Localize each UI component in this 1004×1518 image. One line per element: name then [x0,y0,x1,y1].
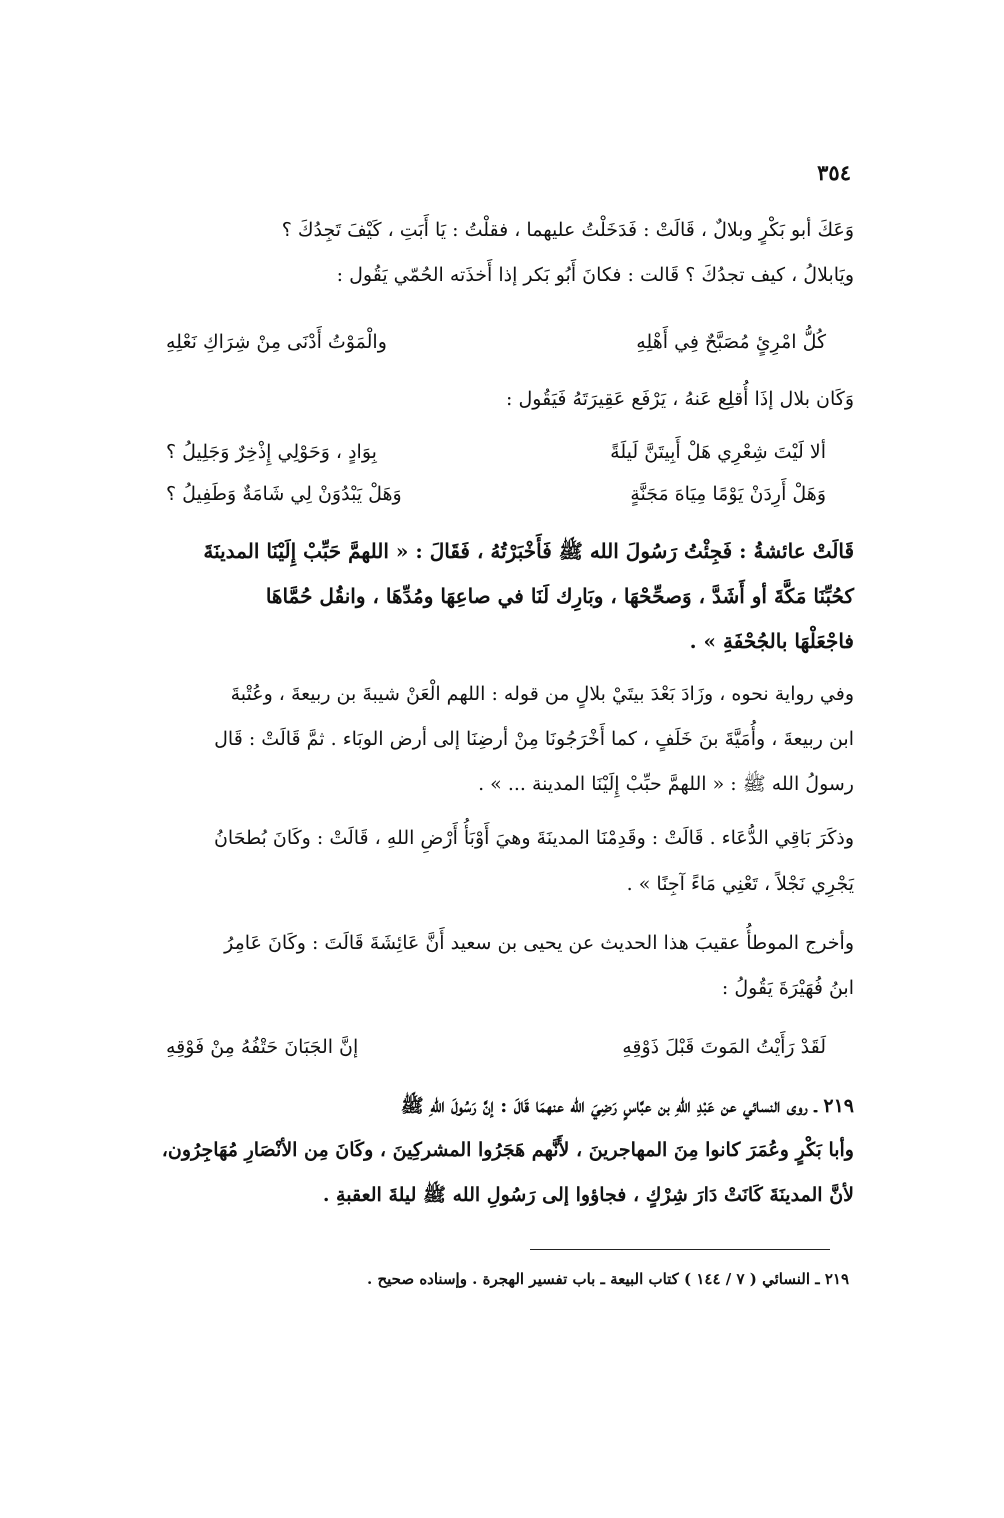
page-number: ٣٥٤ [817,160,851,185]
text-line: كحُبِّنَا مَكَّةَ أو أَشَدَّ ، وَصحِّحْهَا ، وبَارِك لَنَا في صاعِهَا ومُدِّهَا ، وانقُل حُمَّاهَا [265,584,854,608]
text-line: يَجْرِي نَجْلاً ، تَعْنِي مَاءً آجِنًا » . [626,873,854,895]
footnote-divider [530,1249,830,1250]
footnote: ٢١٩ ـ النسائي ( ٧ / ١٤٤ ) كتاب البيعة ـ باب تفسير الهجرة . وإسناده صحيح . [367,1270,849,1288]
verse-hemistich: لَقَدْ رَأَيْتُ المَوتَ قَبْلَ ذَوْقِهِ [622,1036,826,1058]
verse-hemistich: إنَّ الجَبَانَ حَتْفُهُ مِنْ فَوْقِهِ [166,1036,359,1058]
text-line: وذكَرَ بَاقِي الدُّعَاء . قَالَتْ : وقَدِمْنَا المدينَةَ وهيَ أَوْبَأُ أَرْضِ اللهِ ، قَالَتْ : وكَانَ بُطحَانُ [213,827,854,849]
verse-hemistich: بِوَادٍ ، وَحَوْلِي إِذْخِرٌ وَجَلِيلُ ؟ [166,441,377,463]
text-line: فاجْعَلْهَا بالجُحْفَةِ » . [689,629,854,653]
verse-hemistich: ألا لَيْتَ شِعْرِي هَلْ أَبِيتَنَّ لَيلَةً [610,441,826,463]
verse-hemistich: وَهَلْ يَبْدُوَنْ لِي شَامَةٌ وَطَفِيلُ ؟ [166,483,402,505]
text-line: ويَابلالُ ، كيف تجدُكَ ؟ قَالت : فكانَ أَبُو بَكر إذا أَخذَته الحُمّي يَقُول : [336,264,854,286]
verse-line [166,331,826,353]
text-line: ابنُ فُهَيْرَةَ يَقُولُ : [721,977,854,999]
text-line: رسولُ الله ﷺ : « اللهمَّ حبِّبْ إِلَيْنَا المدينة ... » . [478,773,854,795]
text-line: ابن ربيعةَ ، وأُمَيَّةَ بنَ خَلَفٍ ، كما أَخْرَجُونَا مِنْ أرضِنَا إلى أرض الوبَاء . ثمَّ قَالَتْ : قَال [214,728,854,750]
verse-hemistich: والْمَوْتُ أَدْنَى مِنْ شِرَاكِ نَعْلِهِ [166,331,387,353]
text-line: وفي رواية نحوه ، وزَادَ بَعْدَ بيتَيْ بلالٍ من قوله : اللهم الْعَنْ شيبةَ بن ربيعةَ ، وعُتْبةَ [230,683,854,705]
text-line: وأخرج الموطأُ عقيبَ هذا الحديث عن يحيى بن سعيد أَنَّ عَائِشَةَ قَالَتَ : وكَانَ عَامِرُ [224,932,854,954]
text-line: ٢١٩ ـ روى النسائي عن عَبْدِ اللهِ بن عبَّاسٍ رَضِيَ الله عنهمَا قَالَ : إنَّ رَسُولَ اللهِ ﷺ [400,1095,854,1117]
text-line: وأبا بَكْرٍ وعُمَرَ كانوا مِنَ المهاجرينَ ، لأَنَّهم هَجَرُوا المشركِينَ ، وكَانَ مِن الأنْصَارِ مُهَاجِرُون، [161,1139,854,1161]
verse-line [166,441,826,463]
verse-line [166,1036,826,1058]
text-line: لأنَّ المدينَةَ كَانَتْ دَارَ شِرْكٍ ، فجاؤوا إلى رَسُولِ الله ﷺ ليلةَ العقبةِ . [322,1184,854,1206]
text-line: وَكَان بلال إذَا أُقلِع عَنهُ ، يَرْفَع عَقِيرَتَهُ فَيَقُول : [506,388,854,410]
text-line: وَعَكَ أبو بَكْرٍ وبلالٌ ، قَالَتْ : فَدَخَلْتُ عليهما ، فقلْتُ : يَا أَبَتِ ، كَيْفَ تَجِدُكَ ؟ [281,219,854,241]
verse-hemistich: وَهَلْ أَرِدَنْ يَوْمًا مِيَاهَ مَجَنَّةٍ [630,483,826,505]
text-line: قَالَتْ عائشةُ : فَجِئْتُ رَسُولَ الله ﷺ فَأَخْبَرْتُهُ ، فَقَالَ : « اللهمَّ حَبِّبْ إِلَيْنَا المدينَةَ [203,539,854,563]
verse-hemistich: كُلُّ امْرِئٍ مُصَبَّحٌ فِي أَهْلِهِ [636,331,826,353]
verse-line [166,483,826,505]
